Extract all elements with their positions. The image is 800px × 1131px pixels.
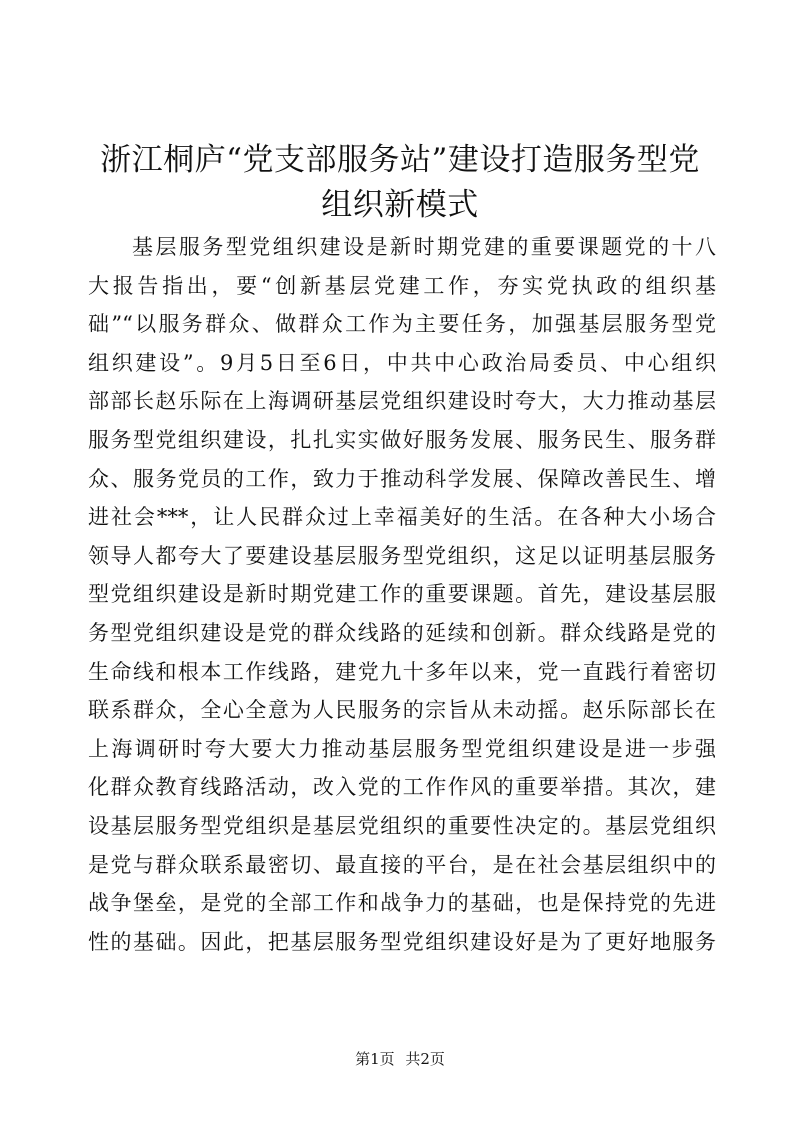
body-line: 化群众教育线路活动，改入党的工作作风的重要举措。其次，建: [88, 775, 716, 800]
page-total: 共2页: [405, 1050, 445, 1068]
title-line-2: 组织新模式: [321, 187, 479, 223]
body-line: 服务型党组织建设，扎扎实实做好服务发展、服务民生、服务群: [88, 427, 716, 452]
body-line: 基层服务型党组织建设是新时期党建的重要课题党的十八: [132, 235, 716, 259]
title-line-1: 浙江桐庐“党支部服务站”建设打造服务型党: [100, 142, 700, 178]
body-line: 领导人都夸大了要建设基层服务型党组织，这足以证明基层服务: [88, 543, 716, 568]
body-line: 性的基础。因此，把基层服务型党组织建设好是为了更好地服务: [88, 929, 716, 954]
page-footer: [0, 1049, 800, 1069]
body-line: 组织建设”。9月5日至6日，中共中心政治局委员、中心组织: [88, 350, 716, 375]
body-line: 上海调研时夸大要大力推动基层服务型党组织建设是进一步强: [88, 736, 716, 761]
body-line: 型党组织建设是新时期党建工作的重要课题。首先，建设基层服: [88, 582, 716, 607]
page-number: 第1页: [355, 1050, 395, 1068]
body-line: 设基层服务型党组织是基层党组织的重要性决定的。基层党组织: [88, 813, 716, 838]
document-title: [88, 138, 712, 228]
body-line: 务型党组织建设是党的群众线路的延续和创新。群众线路是党的: [88, 620, 716, 645]
body-line: 众、服务党员的工作，致力于推动科学发展、保障改善民生、增: [88, 466, 716, 491]
body-line: 础”“以服务群众、做群众工作为主要任务，加强基层服务型党: [88, 312, 716, 337]
body-line: 部部长赵乐际在上海调研基层党组织建设时夸大，大力推动基层: [88, 389, 716, 414]
body-line: 联系群众，全心全意为人民服务的宗旨从未动摇。赵乐际部长在: [88, 698, 716, 723]
body-line: 是党与群众联系最密切、最直接的平台，是在社会基层组织中的: [88, 852, 716, 877]
body-line: 大报告指出，要“创新基层党建工作，夯实党执政的组织基: [88, 273, 716, 298]
body-line: 进社会***，让人民群众过上幸福美好的生活。在各种大小场合: [88, 505, 716, 530]
body-line: 战争堡垒，是党的全部工作和战争力的基础，也是保持党的先进: [88, 891, 716, 916]
body-line: 生命线和根本工作线路，建党九十多年以来，党一直践行着密切: [88, 659, 716, 684]
document-body: [88, 228, 716, 961]
